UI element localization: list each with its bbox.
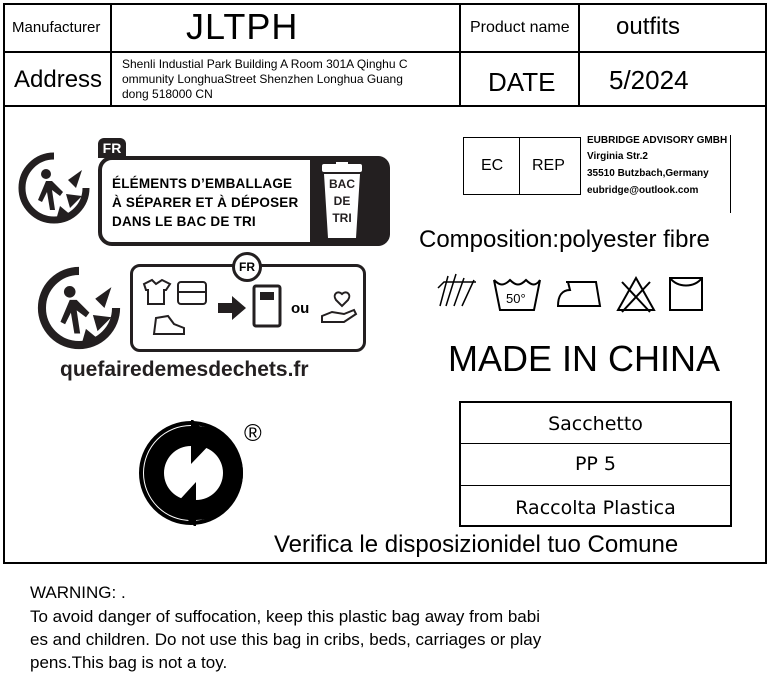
collection-container-icon bbox=[252, 284, 282, 328]
recycling-row-divider-2 bbox=[459, 485, 732, 486]
header-divider-1 bbox=[3, 51, 767, 53]
made-in-text: MADE IN CHINA bbox=[448, 338, 721, 379]
bin-word-2: DE bbox=[333, 194, 351, 208]
product-name-value: outfits bbox=[616, 13, 681, 40]
triman-icon bbox=[16, 150, 92, 226]
bin-word-3: TRI bbox=[332, 211, 352, 225]
manufacturer-label: Manufacturer bbox=[12, 19, 101, 36]
ou-text: ou bbox=[291, 300, 310, 317]
triman-large-icon bbox=[34, 264, 124, 352]
eu-street: Virginia Str.2 bbox=[587, 151, 648, 162]
wash-temp-text: 50° bbox=[506, 291, 526, 306]
donate-heart-icon bbox=[320, 290, 358, 326]
recycling-row-divider-1 bbox=[459, 443, 732, 444]
address-line-1: Shenli Industial Park Building A Room 301A Qinghu C bbox=[122, 57, 408, 71]
fr-badge: FR bbox=[98, 138, 126, 158]
header-col-3 bbox=[578, 3, 580, 106]
address-label: Address bbox=[14, 66, 103, 93]
ec-text: EC bbox=[481, 157, 504, 174]
date-value: 5/2024 bbox=[609, 65, 689, 95]
eu-email: eubridge@outlook.com bbox=[587, 185, 699, 196]
bac-de-tri-text bbox=[326, 176, 358, 227]
ec-rep-side-line bbox=[730, 135, 731, 213]
manufacturer-value: JLTPH bbox=[186, 6, 299, 47]
sorting-line-1: ÉLÉMENTS D’EMBALLAGE bbox=[112, 176, 293, 191]
address-line-2: ommunity LonghuaStreet Shenzhen Longhua Guang bbox=[122, 72, 403, 86]
address-line-3: dong 518000 CN bbox=[122, 87, 213, 101]
green-dot-icon bbox=[138, 420, 244, 526]
recycling-row-2: PP 5 bbox=[574, 453, 617, 475]
arrow-right-icon bbox=[218, 296, 246, 320]
product-name-label: Product name bbox=[470, 19, 570, 36]
do-not-bleach-icon bbox=[616, 274, 656, 314]
textile-items-icon bbox=[140, 278, 210, 342]
rep-text: REP bbox=[532, 157, 565, 174]
header-col-1 bbox=[110, 3, 112, 106]
tumble-dry-icon bbox=[668, 276, 704, 312]
verify-text: Verifica le disposizionidel tuo Comune bbox=[274, 531, 679, 558]
recycling-row-3: Raccolta Plastica bbox=[515, 497, 676, 519]
warning-line-3: es and children. Do not use this bag in cribs, beds, carriages or play bbox=[30, 630, 542, 649]
registered-mark: ® bbox=[244, 420, 262, 447]
warning-line-2: To avoid danger of suffocation, keep this plastic bag away from babi bbox=[30, 607, 540, 626]
ec-rep-divider bbox=[519, 137, 520, 195]
bin-word-1: BAC bbox=[329, 177, 355, 191]
warning-line-1: WARNING: . bbox=[30, 583, 126, 602]
eu-city: 35510 Butzbach,Germany bbox=[587, 168, 709, 179]
recycling-row-1: Sacchetto bbox=[548, 413, 643, 435]
header-divider-2 bbox=[3, 105, 767, 107]
date-label: DATE bbox=[488, 67, 556, 97]
warning-line-4: pens.This bag is not a toy. bbox=[30, 653, 228, 672]
sorting-line-3: DANS LE BAC DE TRI bbox=[112, 214, 256, 229]
hand-wash-icon bbox=[436, 270, 482, 310]
header-col-2 bbox=[459, 3, 461, 106]
eu-company-name: EUBRIDGE ADVISORY GMBH bbox=[587, 135, 728, 146]
composition-text: Composition:polyester fibre bbox=[419, 226, 710, 253]
sorting-line-2: À SÉPARER ET À DÉPOSER bbox=[112, 195, 299, 210]
iron-icon bbox=[556, 276, 608, 312]
website-text: quefairedemesdechets.fr bbox=[60, 358, 309, 381]
fr-circle-badge: FR bbox=[232, 252, 262, 282]
